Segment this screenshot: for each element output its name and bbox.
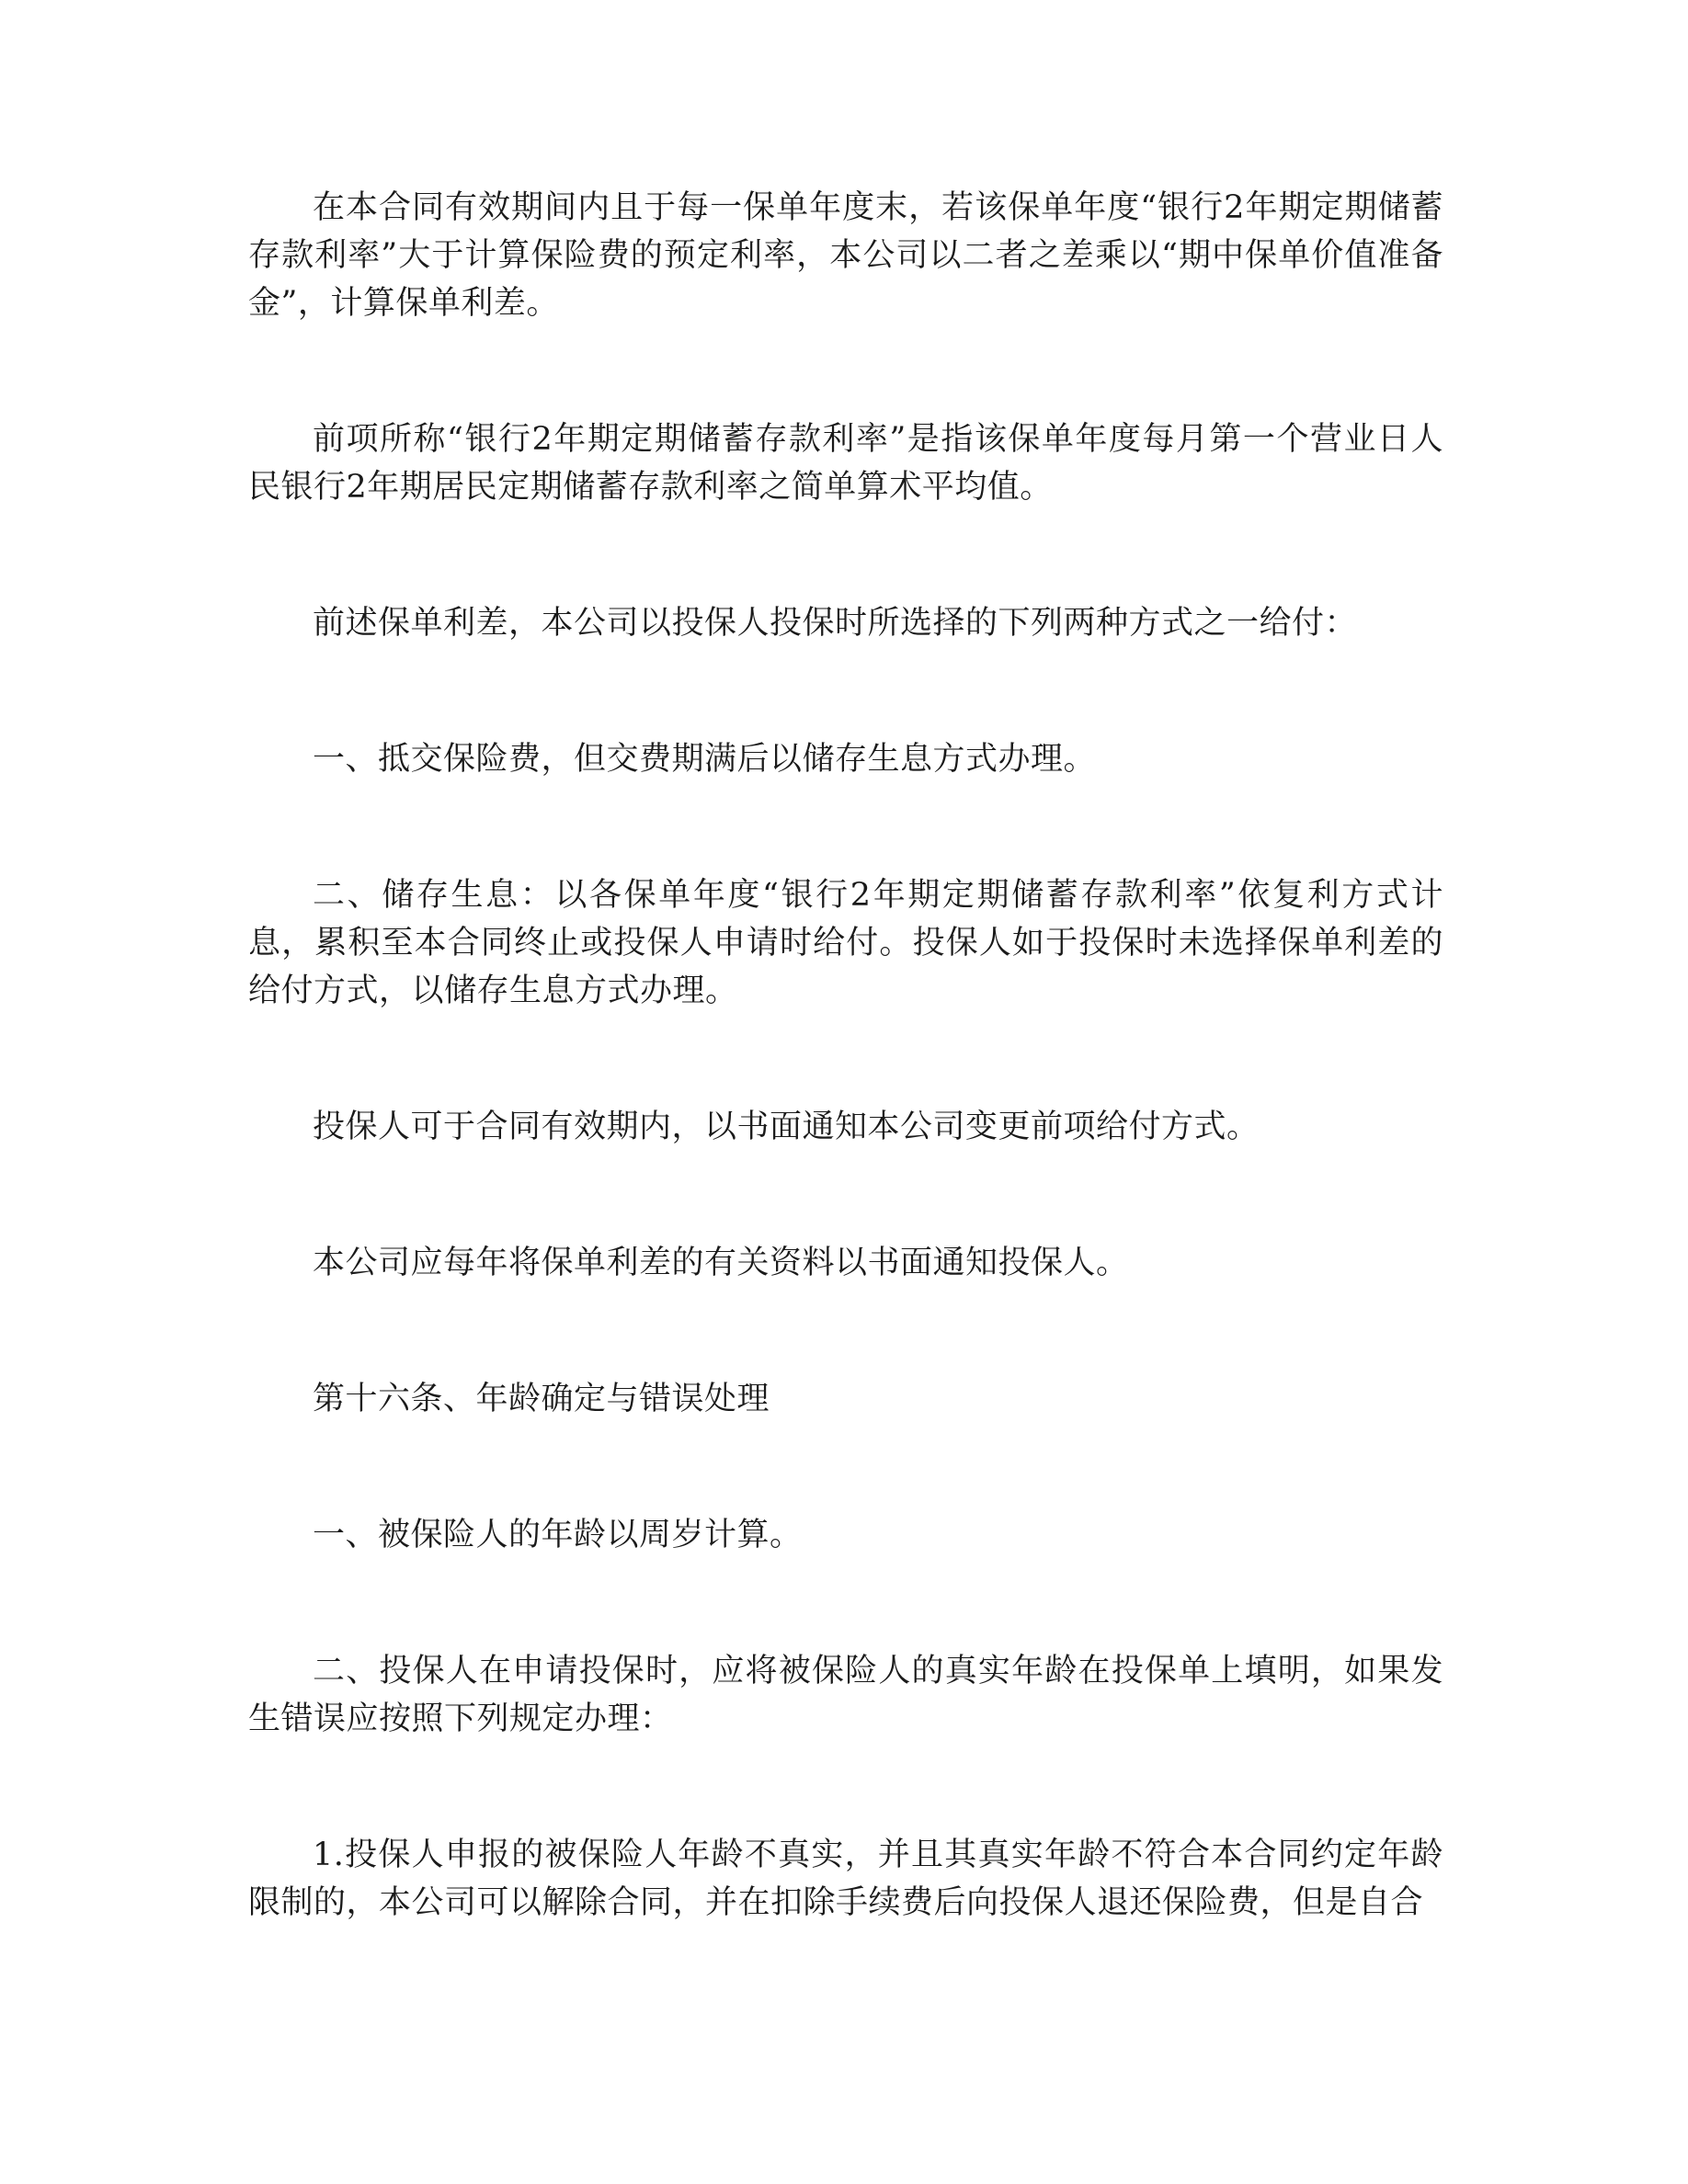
paragraph-payment-methods: 前述保单利差，本公司以投保人投保时所选择的下列两种方式之一给付： bbox=[313, 605, 1358, 642]
paragraph-change-method: 投保人可于合同有效期内，以书面通知本公司变更前项给付方式。 bbox=[313, 1109, 1260, 1145]
paragraph-age-calculation: 一、被保险人的年龄以周岁计算。 bbox=[313, 1517, 803, 1553]
paragraph-age-misstatement: 1.投保人申报的被保险人年龄不真实，并且其真实年龄不符合本合同约定年龄限制的，本公司可以解除合同，并在扣除手续费后向投保人退还保险费，但是自合 bbox=[248, 1837, 1443, 1921]
paragraph-method-one: 一、抵交保险费，但交费期满后以储存生息方式办理。 bbox=[313, 741, 1097, 778]
paragraph-rate-definition: 前项所称“银行2年期定期储蓄存款利率”是指该保单年度每月第一个营业日人民银行2年期居民定期储蓄存款利率之简单算术平均值。 bbox=[248, 421, 1443, 506]
paragraph-age-declaration: 二、投保人在申请投保时，应将被保险人的真实年龄在投保单上填明，如果发生错误应按照下列规定办理： bbox=[248, 1653, 1443, 1737]
article-16-heading: 第十六条、年龄确定与错误处理 bbox=[313, 1381, 770, 1417]
paragraph-method-two: 二、储存生息：以各保单年度“银行2年期定期储蓄存款利率”依复利方式计息，累积至本合同终止或投保人申请时给付。投保人如于投保时未选择保单利差的给付方式，以储存生息方式办理。 bbox=[248, 877, 1443, 1009]
paragraph-annual-notice: 本公司应每年将保单利差的有关资料以书面通知投保人。 bbox=[313, 1245, 1129, 1281]
paragraph-interest-spread: 在本合同有效期间内且于每一保单年度末，若该保单年度“银行2年期定期储蓄存款利率”大于计算保险费的预定利率，本公司以二者之差乘以“期中保单价值准备金”，计算保单利差。 bbox=[248, 189, 1443, 322]
document-body bbox=[248, 184, 1443, 1927]
